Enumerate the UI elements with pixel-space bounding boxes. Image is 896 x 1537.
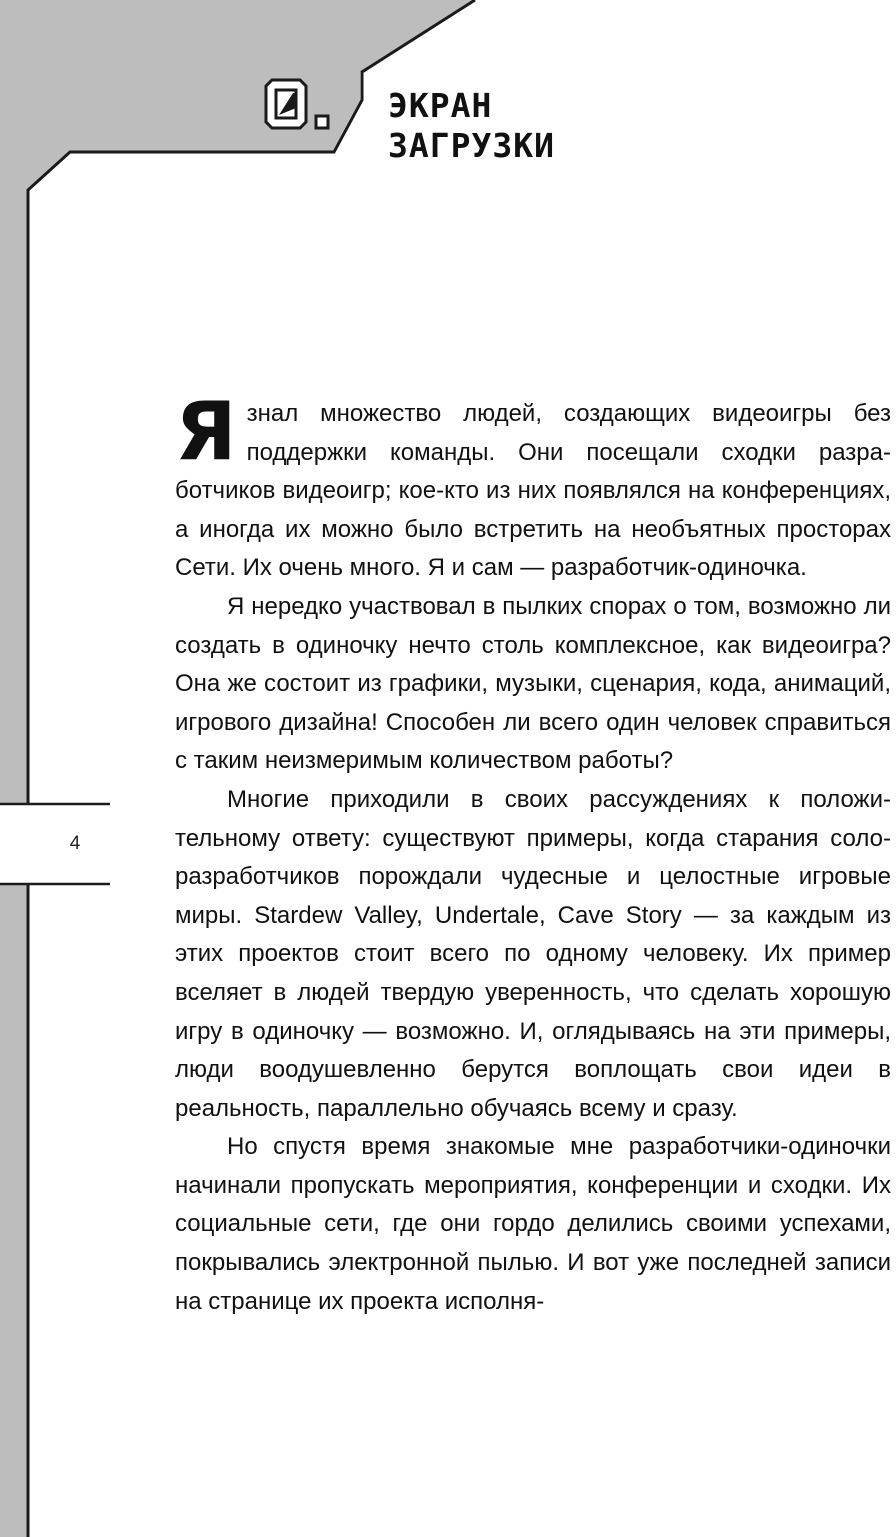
paragraph-1-text: знал множество людей, создающих видеоигры без поддержки команды. Они посещали сходки разработчиков видеоигр; кое-кто из них появлялся на конференциях, а иногда их можно было встретить на необъятных просторах Сети. Их очень много. Я и сам — разработчик-одиночка. [175, 400, 891, 582]
chapter-number-dot [316, 116, 328, 128]
chapter-title-line-2: ЗАГРУЗКИ [388, 126, 555, 165]
page-number: 4 [69, 833, 81, 854]
paragraph-3: Многие приходили в своих рассуждениях к положительному ответу: существуют примеры, когда старания соло-разработчиков порождали чудесные и целостные игровые миры. Stardew Valley, Undertale, Cave Story — за каждым из этих проектов стоит всего по одному человеку. Их пример вселяет в людей твердую уверенность, что сделать хорошую игру в одиночку — возможно. И, оглядываясь на эти примеры, люди воодушевленно берутся воплощать свои идеи в реальность, параллельно обучаясь всему и сразу. [175, 785, 891, 1122]
chapter-body-text [175, 385, 891, 1321]
paragraph-2: Я нередко участвовал в пылких спорах о том, возможно ли создать в одиночку нечто столь комплексное, как видеоигра? Она же состоит из графики, музыки, сценария, кода, анимаций, игрового дизайна! Способен ли всего один человек справиться с таким неизмеримым количеством работы? [175, 592, 891, 775]
chapter-title-line-1: ЭКРАН [388, 86, 493, 125]
paragraph-1 [175, 385, 891, 588]
paragraph-4: Но спустя время знакомые мне разработчики-одиночки начинали пропускать мероприятия, конференции и сходки. Их социальные сети, где они гордо делились своими успехами, покрывались электронной пылью. И вот уже последней записи на странице их проекта исполня- [175, 1133, 891, 1315]
chapter-title [388, 86, 555, 166]
drop-cap: Я [175, 385, 237, 478]
page-number-tab [0, 804, 110, 884]
